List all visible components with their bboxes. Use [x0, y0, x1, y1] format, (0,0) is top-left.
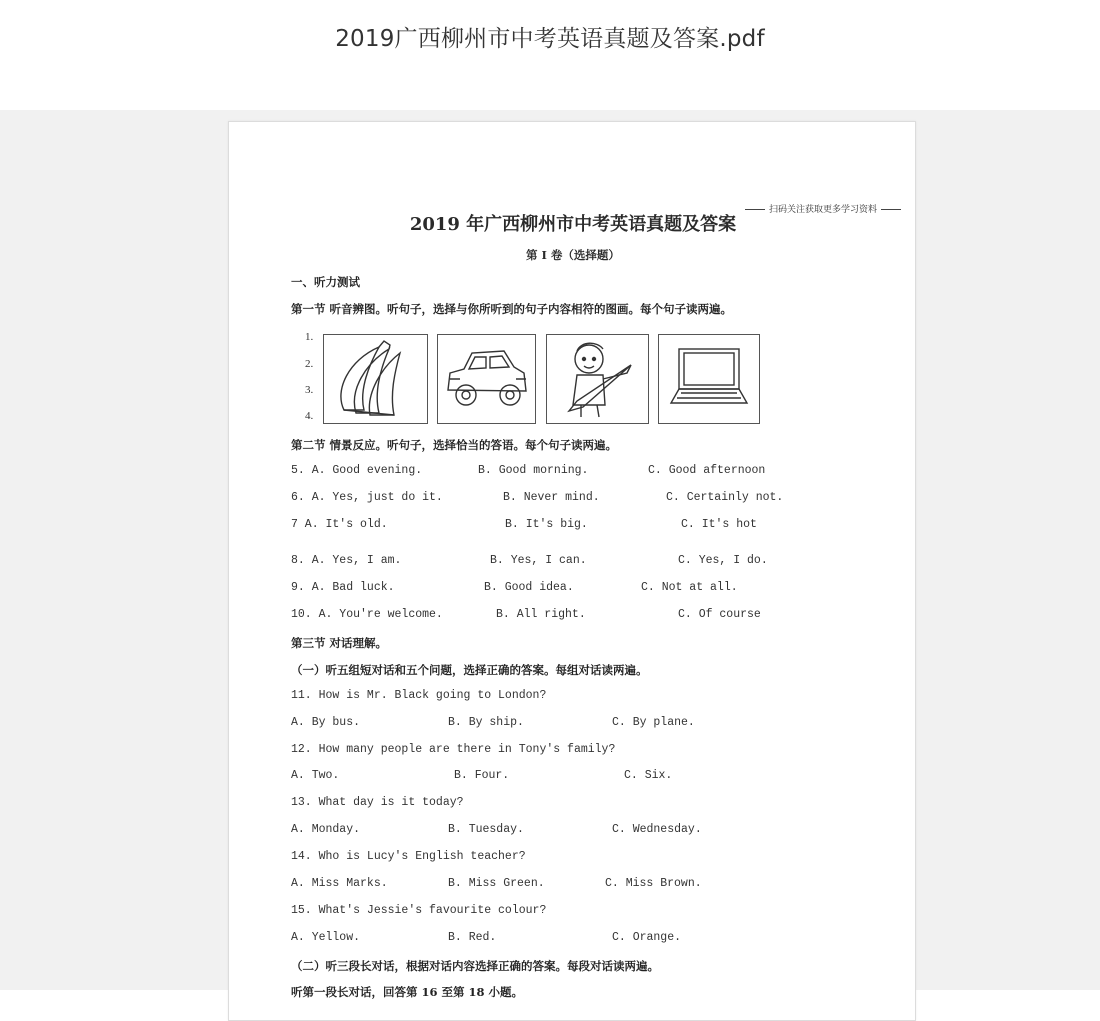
laptop-icon: [659, 335, 759, 421]
part3-sub2-instruction: （二）听三段长对话，根据对话内容选择正确的答案。每段对话读两遍。: [291, 959, 659, 973]
q9-option-a: 9. A. Bad luck.: [291, 581, 395, 594]
picture-number-4: 4.: [305, 410, 314, 422]
watermark-text: 扫码关注获取更多学习资料: [769, 205, 878, 215]
q7-option-c: C. It's hot: [681, 518, 757, 531]
exam-title: 2019 年广西柳州市中考英语真题及答案: [409, 214, 737, 235]
picture-boy-sweeping: [546, 334, 649, 424]
picture-number-3: 3.: [305, 384, 314, 396]
q14-option-a: A. Miss Marks.: [291, 877, 388, 890]
q7-option-b: B. It's big.: [505, 518, 588, 531]
q11-option-b: B. By ship.: [448, 716, 524, 729]
q8-option-a: 8. A. Yes, I am.: [291, 554, 402, 567]
q11-option-c: C. By plane.: [612, 716, 695, 729]
q15-option-a: A. Yellow.: [291, 931, 361, 944]
q15-option-b: B. Red.: [448, 931, 497, 944]
q12-question: 12. How many people are there in Tony's family?: [291, 743, 616, 756]
q13-question: 13. What day is it today?: [291, 796, 464, 809]
q5-option-b: B. Good morning.: [478, 464, 589, 477]
picture-car: [437, 334, 536, 424]
picture-number-1: 1.: [305, 331, 314, 343]
q15-option-c: C. Orange.: [612, 931, 682, 944]
title-bar: [0, 0, 1100, 110]
q14-option-b: B. Miss Green.: [448, 877, 545, 890]
q6-option-b: B. Never mind.: [503, 491, 600, 504]
q13-option-c: C. Wednesday.: [612, 823, 702, 836]
pdf-page: [228, 121, 916, 1021]
q14-question: 14. Who is Lucy's English teacher?: [291, 850, 526, 863]
q9-option-b: B. Good idea.: [484, 581, 574, 594]
boy-sweeping-icon: [547, 335, 647, 421]
q10-option-a: 10. A. You're welcome.: [291, 608, 443, 621]
volume-heading: 第 I 卷（选择题）: [526, 248, 620, 262]
q6-option-a: 6. A. Yes, just do it.: [291, 491, 443, 504]
q5-option-a: 5. A. Good evening.: [291, 464, 423, 477]
q6-option-c: C. Certainly not.: [666, 491, 784, 504]
picture-number-2: 2.: [305, 358, 314, 370]
q13-option-b: B. Tuesday.: [448, 823, 524, 836]
part3-sub2-next: 听第一段长对话，回答第 16 至第 18 小题。: [291, 985, 524, 999]
q15-question: 15. What's Jessie's favourite colour?: [291, 904, 547, 917]
q12-option-b: B. Four.: [454, 769, 510, 782]
car-icon: [438, 335, 534, 421]
q7-option-a: 7 A. It's old.: [291, 518, 388, 531]
part2-instruction: 第二节 情景反应。听句子，选择恰当的答语。每个句子读两遍。: [291, 438, 618, 452]
q5-option-c: C. Good afternoon: [648, 464, 766, 477]
part3-instruction: 第三节 对话理解。: [291, 636, 388, 650]
pdf-viewer[interactable]: [0, 110, 1100, 999]
q9-option-c: C. Not at all.: [641, 581, 738, 594]
q10-option-b: B. All right.: [496, 608, 586, 621]
q8-option-b: B. Yes, I can.: [490, 554, 587, 567]
q14-option-c: C. Miss Brown.: [605, 877, 702, 890]
q11-question: 11. How is Mr. Black going to London?: [291, 689, 547, 702]
section-listening: 一、听力测试: [291, 275, 360, 289]
part3-sub1-instruction: （一）听五组短对话和五个问题，选择正确的答案。每组对话读两遍。: [291, 663, 648, 677]
part1-instruction: 第一节 听音辨图。听句子，选择与你所听到的句子内容相符的图画。每个句子读两遍。: [291, 302, 732, 316]
q11-option-a: A. By bus.: [291, 716, 361, 729]
picture-row: [291, 331, 761, 426]
q10-option-c: C. Of course: [678, 608, 761, 621]
bananas-icon: [324, 335, 426, 421]
q8-option-c: C. Yes, I do.: [678, 554, 768, 567]
document-title: 2019广西柳州市中考英语真题及答案.pdf: [335, 26, 765, 52]
q12-option-c: C. Six.: [624, 769, 673, 782]
picture-laptop: [658, 334, 760, 424]
q13-option-a: A. Monday.: [291, 823, 361, 836]
picture-bananas: [323, 334, 428, 424]
q12-option-a: A. Two.: [291, 769, 340, 782]
